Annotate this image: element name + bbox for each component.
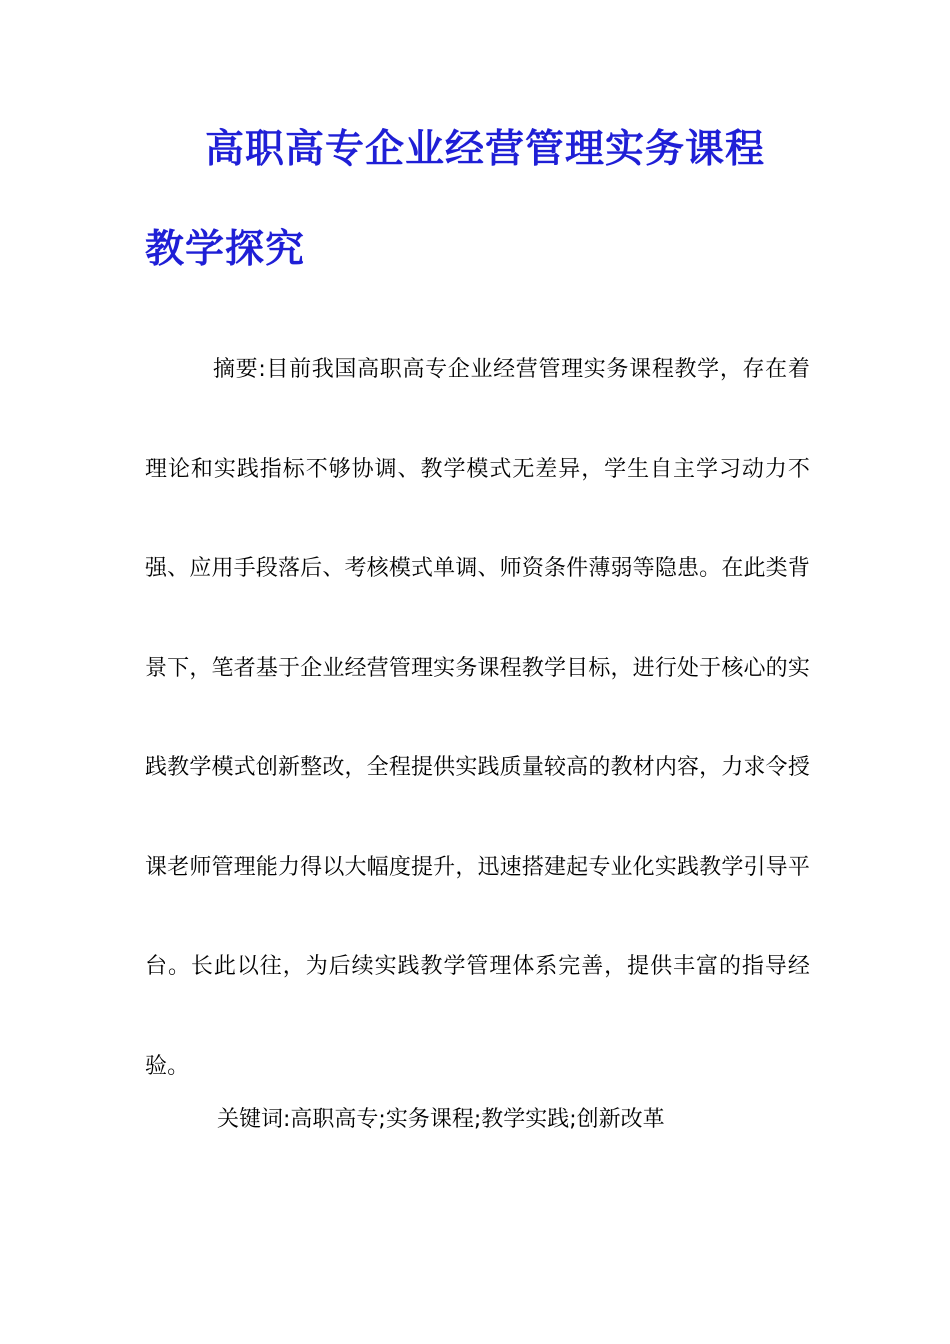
abstract-paragraph: 摘要:目前我国高职高专企业经营管理实务课程教学，存在着理论和实践指标不够协调、教学模式无差异，学生自主学习动力不强、应用手段落后、考核模式单调、师资条件薄弱等隐患。在此类背景下，笔者基于企业经营管理实务课程教学目标，进行处于核心的实践教学模式创新整改，全程提供实践质量较高的教材内容，力求令授课老师管理能力得以大幅度提升，迅速搭建起专业化实践教学引导平台。长此以往，为后续实践教学管理体系完善，提供丰富的指导经验。 [145,357,810,1079]
document-title-line-2: 教学探究 [145,226,306,272]
keywords-line: 关键词:高职高专;实务课程;教学实践;创新改革 [217,1107,665,1132]
document-title-line-1: 高职高专企业经营管理实务课程 [205,126,766,172]
